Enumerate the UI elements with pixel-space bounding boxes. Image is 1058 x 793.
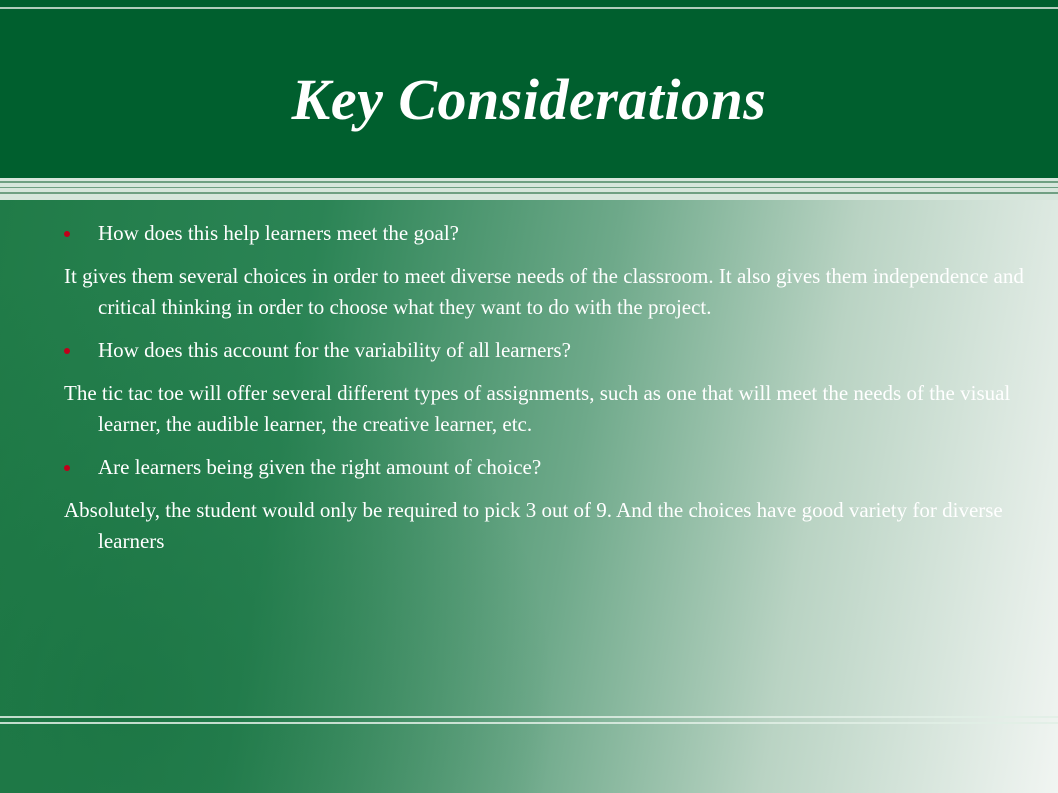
divider-line <box>0 722 1058 724</box>
divider-line <box>0 716 1058 718</box>
slide-body <box>64 218 1024 569</box>
answer-2: The tic tac toe will offer several different types of assignments, such as one that will meet the needs of the visual learner, the audible learner, the creative learner, etc. <box>64 381 1011 436</box>
question-1-text: How does this help learners meet the goal? <box>98 221 459 245</box>
title-band-top-line <box>0 7 1058 9</box>
question-3-text: Are learners being given the right amount of choice? <box>98 455 542 479</box>
bottom-divider-lines <box>0 716 1058 728</box>
question-2 <box>64 335 1024 366</box>
question-3 <box>64 452 1024 483</box>
bullet-icon <box>64 231 70 237</box>
title-divider-lines <box>0 178 1058 200</box>
answer-1: It gives them several choices in order to meet diverse needs of the classroom. It also gives them independence and critical thinking in order to choose what they want to do with the project. <box>64 264 1024 319</box>
bullet-icon <box>64 465 70 471</box>
answer-3: Absolutely, the student would only be required to pick 3 out of 9. And the choices have good variety for diverse learners <box>64 498 1003 553</box>
slide-title: Key Considerations <box>291 67 767 132</box>
question-1 <box>64 218 1024 249</box>
divider-line <box>0 192 1058 194</box>
bullet-icon <box>64 348 70 354</box>
divider-line <box>0 187 1058 188</box>
divider-line <box>0 181 1058 183</box>
question-2-text: How does this account for the variability of all learners? <box>98 338 571 362</box>
